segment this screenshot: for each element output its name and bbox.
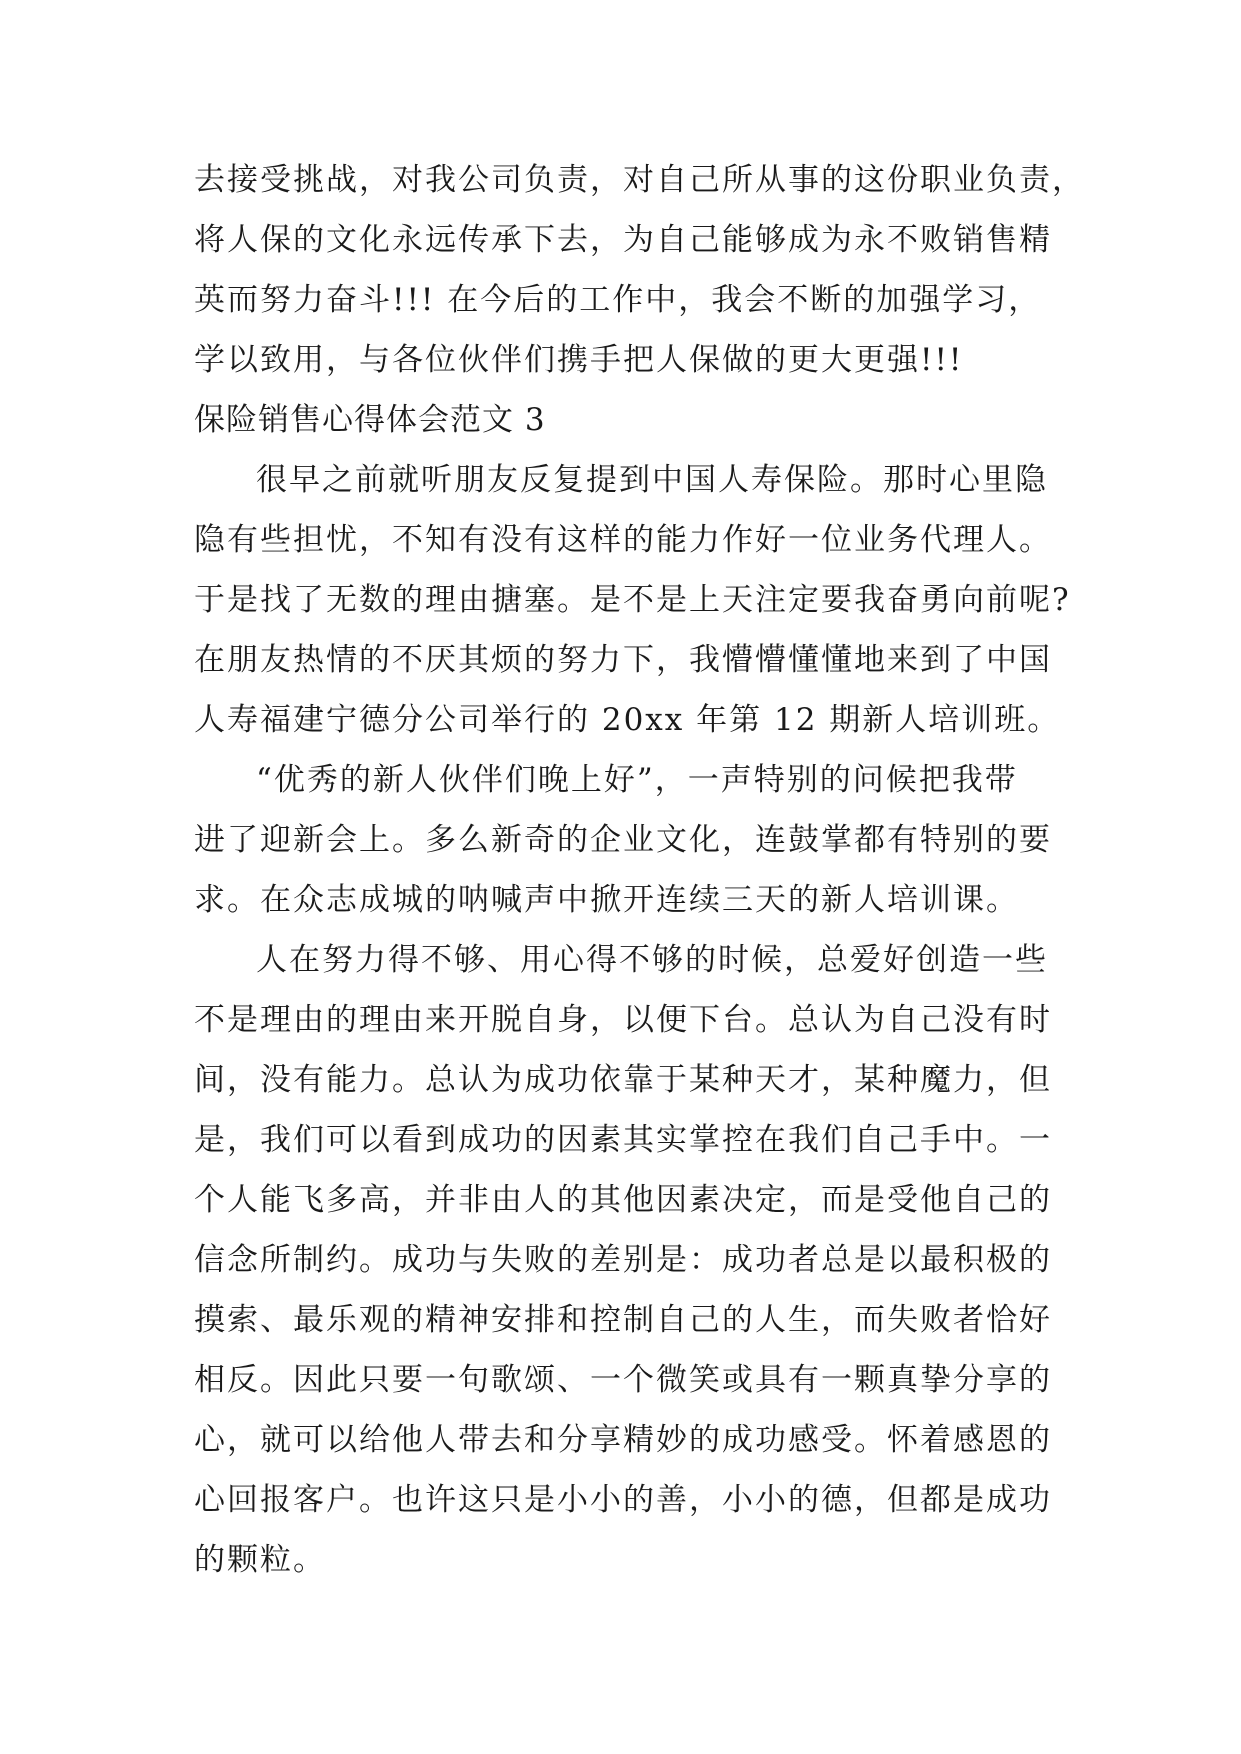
paragraph-3-line: 的颗粒。 bbox=[194, 1542, 326, 1578]
intro-line: 英而努力奋斗!!! 在今后的工作中，我会不断的加强学习， bbox=[194, 282, 1042, 318]
paragraph-2-line: “优秀的新人伙伴们晚上好”，一声特别的问候把我带 bbox=[256, 762, 1018, 798]
paragraph-1-line: 于是找了无数的理由搪塞。是不是上天注定要我奋勇向前呢? bbox=[194, 582, 1071, 618]
intro-line: 去接受挑战，对我公司负责，对自己所从事的这份职业负责， bbox=[194, 162, 1085, 198]
paragraph-1-line: 隐有些担忧，不知有没有这样的能力作好一位业务代理人。 bbox=[194, 522, 1052, 558]
paragraph-3-line: 是，我们可以看到成功的因素其实掌控在我们自己手中。一 bbox=[194, 1122, 1052, 1158]
paragraph-1-line: 人寿福建宁德分公司举行的 20xx 年第 12 期新人培训班。 bbox=[194, 702, 1061, 738]
paragraph-3-line: 心回报客户。也许这只是小小的善，小小的德，但都是成功 bbox=[194, 1482, 1052, 1518]
paragraph-3-line: 人在努力得不够、用心得不够的时候，总爱好创造一些 bbox=[256, 942, 1048, 978]
paragraph-3-line: 个人能飞多高，并非由人的其他因素决定，而是受他自己的 bbox=[194, 1182, 1052, 1218]
paragraph-1-line: 在朋友热情的不厌其烦的努力下，我懵懵懂懂地来到了中国 bbox=[194, 642, 1052, 678]
paragraph-1-line: 很早之前就听朋友反复提到中国人寿保险。那时心里隐 bbox=[256, 462, 1048, 498]
paragraph-2-line: 求。在众志成城的呐喊声中掀开连续三天的新人培训课。 bbox=[194, 882, 1019, 918]
intro-line: 学以致用，与各位伙伴们携手把人保做的更大更强!!! bbox=[194, 342, 964, 378]
paragraph-3-line: 间，没有能力。总认为成功依靠于某种天才，某种魔力，但 bbox=[194, 1062, 1052, 1098]
paragraph-3-line: 摸索、最乐观的精神安排和控制自己的人生，而失败者恰好 bbox=[194, 1302, 1052, 1338]
paragraph-2-line: 进了迎新会上。多么新奇的企业文化，连鼓掌都有特别的要 bbox=[194, 822, 1052, 858]
paragraph-3-line: 不是理由的理由来开脱自身，以便下台。总认为自己没有时 bbox=[194, 1002, 1052, 1038]
intro-line: 将人保的文化永远传承下去，为自己能够成为永不败销售精 bbox=[194, 222, 1052, 258]
paragraph-3-line: 心，就可以给他人带去和分享精妙的成功感受。怀着感恩的 bbox=[194, 1422, 1052, 1458]
paragraph-3-line: 相反。因此只要一句歌颂、一个微笑或具有一颗真挚分享的 bbox=[194, 1362, 1052, 1398]
section-title: 保险销售心得体会范文 3 bbox=[194, 402, 546, 438]
paragraph-3-line: 信念所制约。成功与失败的差别是：成功者总是以最积极的 bbox=[194, 1242, 1052, 1278]
document-body bbox=[194, 150, 1085, 1590]
